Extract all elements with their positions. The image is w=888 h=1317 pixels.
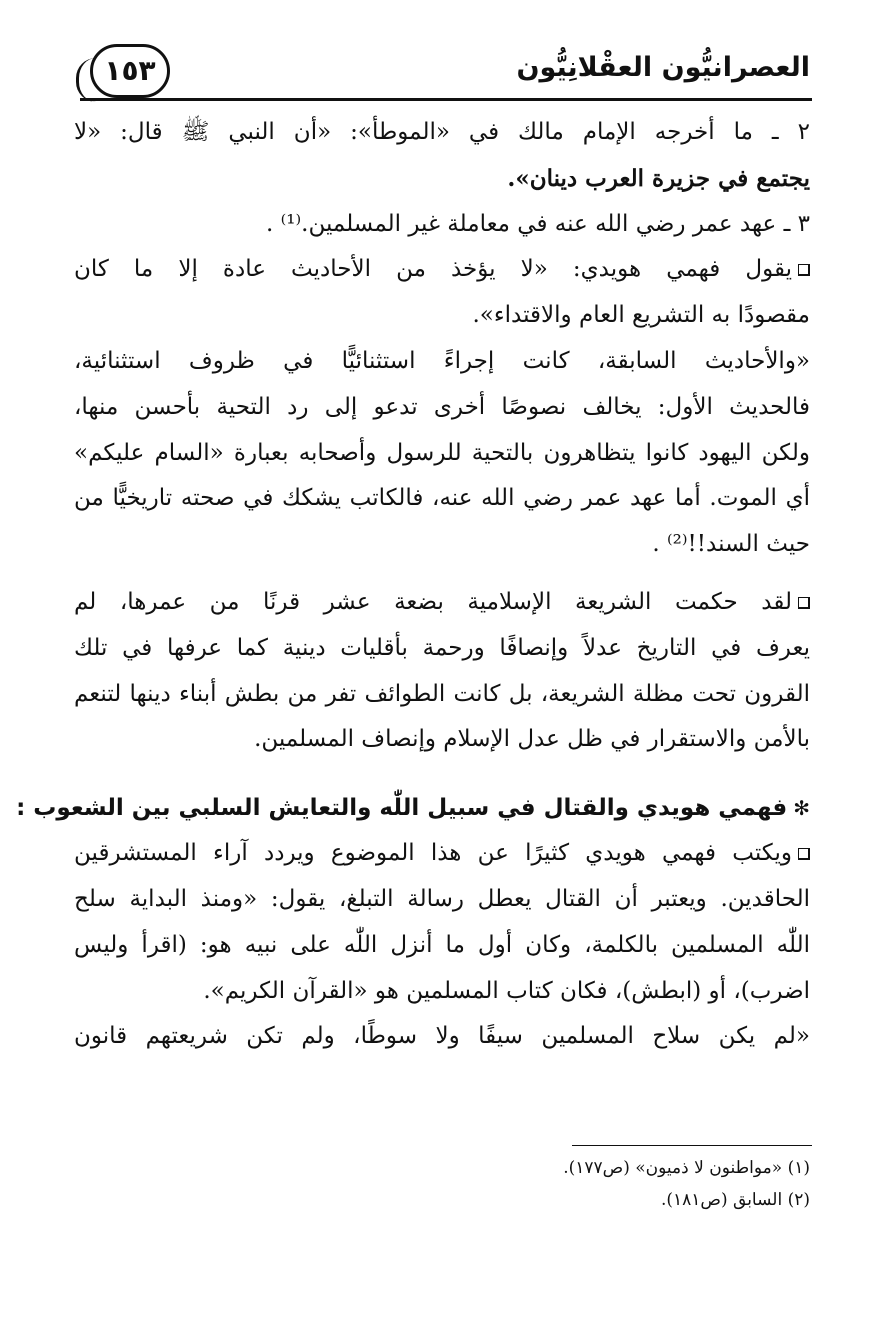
box-bullet-icon [798, 264, 810, 276]
paragraph-1-line-2: مقصودًا به التشريع العام والاقتداء». [472, 302, 810, 329]
paragraph-1-line-1 [74, 247, 810, 293]
paragraph-1-text: يقول فهمي هويدي: «لا يؤخذ من الأحاديث عادة إلا ما كان [74, 256, 792, 283]
item-2-line-1: ٢ ـ ما أخرجه الإمام مالك في «الموطأ»: «أن النبي ﷺ قال: «لا [74, 119, 810, 145]
paragraph-5-line-1: «لم يكن سلاح المسلمين سيفًا ولا سوطًا، ولم تكن شريعتهم قانون [74, 1023, 810, 1050]
footnote-rule [572, 1145, 812, 1146]
paragraph-4-line-2: الحاقدين. ويعتبر أن القتال يعطل رسالة التبلغ، يقول: «ومنذ البداية سلح [74, 885, 810, 912]
paragraph-3-line-2: يعرف في التاريخ عدلاً وإنصافًا ورحمة بأقليات دينية كما عرفها في تلك [74, 634, 810, 661]
footnotes [563, 1152, 810, 1216]
box-bullet-icon [798, 597, 810, 609]
paragraph-4-line-1 [74, 831, 810, 877]
paragraph-2-line-2: فالحديث الأول: يخالف نصوصًا أخرى تدعو إلى رد التحية بأحسن منها، [74, 393, 810, 420]
spacer [74, 568, 810, 580]
paragraph-4-text: ويكتب فهمي هويدي كثيرًا عن هذا الموضوع ويردد آراء المستشرقين [74, 840, 792, 867]
spacer [74, 763, 810, 785]
item-3: ٣ ـ عهد عمر رضي الله عنه في معاملة غير المسلمين.⁽¹⁾ . [265, 210, 810, 237]
section-heading-text: فهمي هويدي والقتال في سبيل اللّٰه والتعايش السلبي بين الشعوب : [16, 795, 788, 822]
body-text [16, 110, 810, 1060]
section-heading [16, 785, 810, 831]
footnote-1: (١) «مواطنون لا ذميون» (ص١٧٧). [563, 1158, 810, 1178]
paragraph-3-line-1 [74, 580, 810, 626]
paragraph-2-line-3: ولكن اليهود كانوا يتظاهرون بالتحية للرسول وأصحابه بعبارة «السام عليكم» [74, 439, 810, 466]
box-bullet-icon [798, 848, 810, 860]
paragraph-4-line-3: اللّٰه المسلمين بالكلمة، وكان أول ما أنزل اللّٰه على نبيه هو: (اقرأ وليس [74, 931, 810, 958]
paragraph-2-line-1: «والأحاديث السابقة، كانت إجراءً استثنائيًّا في ظروف استثنائية، [74, 347, 810, 374]
footnote-2: (٢) السابق (ص١٨١). [660, 1190, 810, 1210]
item-2-line-2: يجتمع في جزيرة العرب دينان». [507, 164, 810, 192]
paragraph-2-line-4: أي الموت. أما عهد عمر رضي الله عنه، فالكاتب يشكك في صحته تاريخيًّا من [74, 485, 810, 512]
paragraph-3-line-4: بالأمن والاستقرار في ظل عدل الإسلام وإنصاف المسلمين. [254, 726, 810, 753]
paragraph-4-line-4: اضرب)، أو (ابطش)، فكان كتاب المسلمين هو «القرآن الكريم». [203, 977, 810, 1004]
paragraph-3-line-3: القرون تحت مظلة الشريعة، بل كانت الطوائف تفر من بطش أبناء دينها لتنعم [74, 680, 810, 707]
paragraph-2-line-5: حيث السند!!⁽²⁾ . [652, 531, 810, 558]
asterisk-icon: ✻ [793, 796, 810, 821]
header-rule [80, 98, 812, 101]
page-number-frame [90, 44, 170, 98]
running-title: العصرانيُّون العقْلانِيُّون [516, 52, 810, 83]
page-number: ١٥٣ [104, 54, 156, 87]
paragraph-3-text: لقد حكمت الشريعة الإسلامية بضعة عشر قرنًا من عمرها، لم [74, 588, 792, 615]
